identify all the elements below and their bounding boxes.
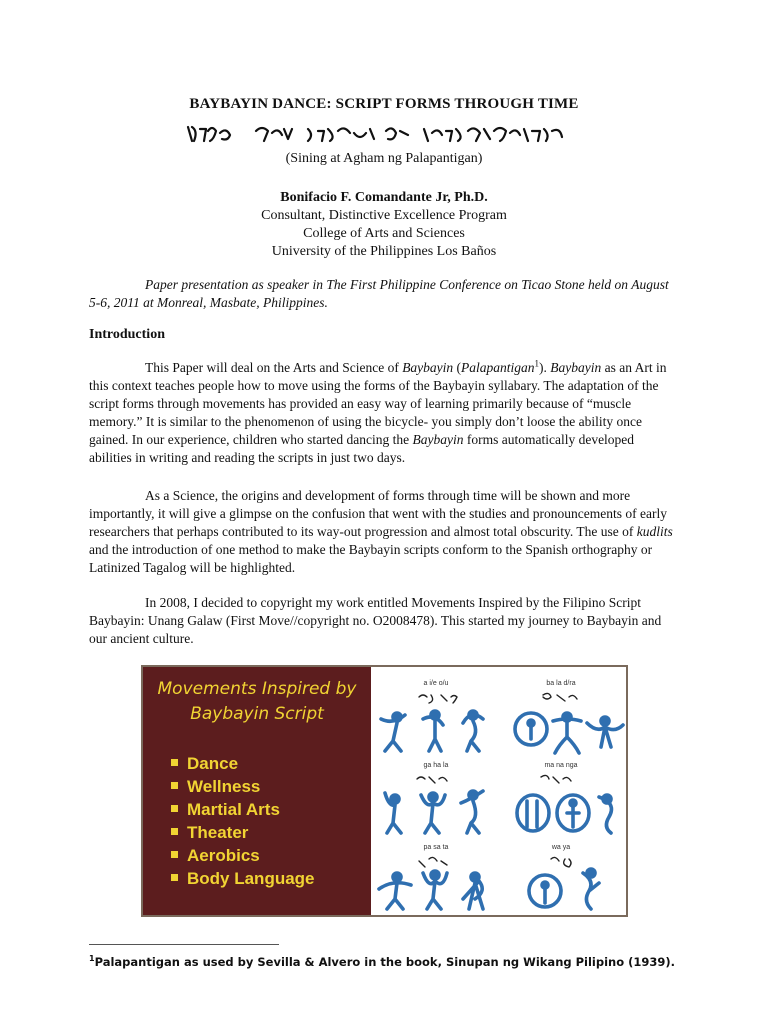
footnote-divider: [89, 944, 279, 945]
figure-right-panel: [371, 667, 626, 915]
p1-text: as an Art in this context teaches people how to move using the forms of the Baybayin syllabary. The adaptation of the script forms through movements has provided an easy way of learning primarily because of “muscle memory.” It is similar to the phenomenon of using the bicycle- you simply don’t loose the ability once gained. In our experience, children who started dancing the: [89, 360, 667, 447]
panel-label: wa ya: [551, 844, 571, 851]
p1-text: forms automatically developed abilities in writing and reading the scripts in just two days.: [89, 432, 635, 465]
p1-term-baybayin: Baybayin: [412, 432, 464, 447]
footnote: [89, 955, 689, 969]
footnote-text: Palapantigan as used by Sevilla & Alvero in the book, Sinupan ng Wikang Pilipino (1939).: [94, 955, 676, 969]
dancer-figure-icon: [423, 871, 447, 909]
baybayin-movement-figures: [371, 667, 626, 915]
dancer-figure-icon: [529, 875, 561, 907]
square-bullet-icon: [171, 874, 178, 881]
square-bullet-icon: [171, 851, 178, 858]
p1-term-palapantigan: Palapantigan: [461, 360, 535, 375]
paper-subtitle: (Sining at Agham ng Palapantigan): [285, 151, 483, 166]
panel-label: a i/e o/u: [423, 680, 449, 687]
movements-figure: [141, 665, 628, 917]
dancer-figure-icon: [515, 713, 547, 745]
paper-title: BAYBAYIN DANCE: SCRIPT FORMS THROUGH TIME: [189, 96, 579, 112]
section-heading-introduction: Introduction: [89, 327, 165, 342]
author-name: Bonifacio F. Comandante Jr, Ph.D.: [280, 190, 488, 205]
square-bullet-icon: [171, 759, 178, 766]
figure-list-item-label: Wellness: [187, 777, 261, 796]
presentation-note-text: Paper presentation as speaker in The First Philippine Conference on Ticao Stone held on August 5-6, 2011 at Monreal, Masbate, Philippines.: [89, 277, 669, 310]
panel-label: ba la d/ra: [546, 680, 576, 687]
dancer-figure-icon: [379, 873, 411, 909]
p2-text: As a Science, the origins and development of forms through time will be shown and more importantly, it will give a glimpse on the confusion that went with the studies and pronouncements of early researchers that perhaps contributed to its way-out progression and almost total obscurity. The use of: [89, 488, 668, 539]
dancer-figure-icon: [421, 793, 445, 833]
author-university: University of the Philippines Los Baños: [271, 244, 497, 259]
figure-list-item-label: Dance: [187, 754, 239, 773]
paragraph-1: [89, 359, 679, 467]
paragraph-3: [89, 594, 679, 648]
p1-term-baybayin: Baybayin: [550, 360, 602, 375]
dancer-figure-icon: [463, 873, 483, 909]
p1-text: (: [453, 360, 462, 375]
dancer-figure-icon: [583, 869, 599, 909]
square-bullet-icon: [171, 805, 178, 812]
figure-list-item: [171, 821, 315, 844]
dancer-figure-icon: [557, 795, 589, 831]
dancer-figure-icon: [385, 793, 401, 833]
baybayin-glyph: [551, 857, 571, 867]
baybayin-script-title: [0, 121, 768, 152]
author-role: Consultant, Distinctive Excellence Program: [261, 208, 507, 223]
square-bullet-icon: [171, 782, 178, 789]
presentation-note: [89, 276, 679, 312]
figure-list-item: [171, 752, 315, 775]
figure-list-item-label: Body Language: [187, 869, 315, 888]
panel-label: ga ha la: [423, 762, 449, 769]
dancer-figure-icon: [553, 713, 581, 753]
p3-text: In 2008, I decided to copyright my work entitled Movements Inspired by the Filipino Script Baybayin: Unang Galaw (First Move//copyright no. O2008478). This started my journey to Baybayin and our ancient culture.: [89, 595, 662, 646]
baybayin-glyph: [417, 777, 447, 783]
figure-list: [171, 752, 315, 890]
figure-list-item-label: Aerobics: [187, 846, 260, 865]
author-college: College of Arts and Sciences: [303, 226, 465, 241]
figure-list-item-label: Theater: [187, 823, 249, 842]
panel-label: ma na nga: [544, 762, 578, 769]
figure-list-item: [171, 798, 315, 821]
footnote-number: 1: [89, 954, 95, 964]
figure-heading-line-1: Movements Inspired by: [157, 679, 357, 699]
baybayin-glyph: [541, 775, 571, 783]
figure-heading-line-2: Baybayin Script: [190, 704, 324, 724]
footnote-ref[interactable]: 1: [534, 358, 540, 369]
author-block: [0, 189, 768, 261]
p1-term-baybayin: Baybayin: [402, 360, 454, 375]
dancer-figure-icon: [587, 717, 623, 747]
p1-text: ).: [539, 360, 551, 375]
figure-left-panel: [143, 667, 371, 915]
p2-term-kudlits: kudlits: [636, 524, 673, 539]
p1-text: This Paper will deal on the Arts and Science of: [145, 360, 403, 375]
dancer-figure-icon: [463, 711, 483, 751]
figure-list-item: [171, 775, 315, 798]
figure-list-item-label: Martial Arts: [187, 800, 280, 819]
panel-label: pa sa ta: [423, 844, 449, 851]
dancer-figure-icon: [381, 713, 405, 751]
baybayin-glyph: [543, 693, 577, 701]
figure-heading: [143, 677, 371, 727]
figure-list-item: [171, 844, 315, 867]
figure-list-item: [171, 867, 315, 890]
dancer-figure-icon: [461, 791, 483, 833]
p2-text: and the introduction of one method to make the Baybayin scripts conform to the Spanish orthography or Latinized Tagalog will be highlighted.: [89, 542, 653, 575]
dancer-figure-icon: [599, 795, 611, 833]
paragraph-2: [89, 487, 679, 577]
baybayin-glyph: [419, 857, 447, 867]
baybayin-script-title-glyphs: [184, 121, 584, 147]
baybayin-glyph: [419, 695, 457, 703]
square-bullet-icon: [171, 828, 178, 835]
dancer-figure-icon: [423, 711, 443, 751]
dancer-figure-icon: [517, 795, 549, 831]
